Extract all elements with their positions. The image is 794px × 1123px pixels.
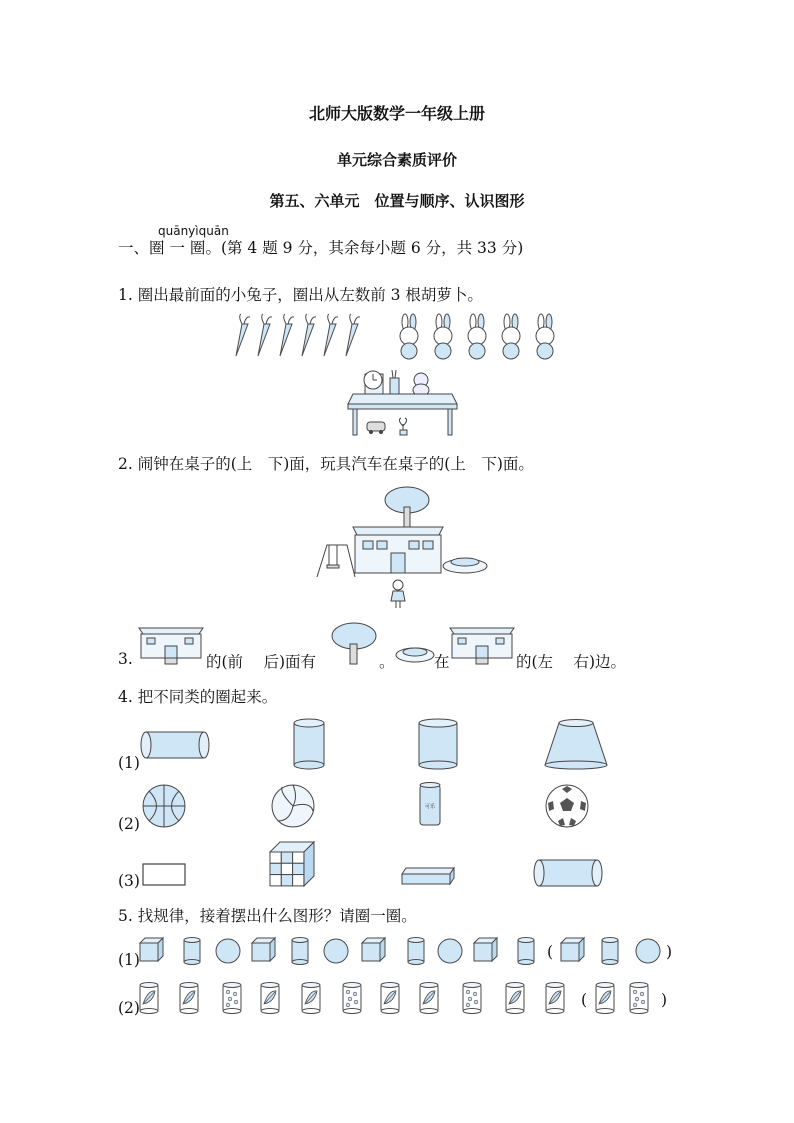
q4-row1-label: (1)	[118, 754, 140, 772]
cylinder-wide-icon	[417, 718, 459, 770]
circle-icon	[324, 939, 348, 963]
rabbit-icon	[400, 314, 418, 359]
carrot-icon	[302, 314, 316, 356]
carrot-icon	[324, 314, 338, 356]
rabbit-icon	[468, 314, 486, 359]
leaf-can-icon	[180, 983, 198, 1014]
circle-icon	[216, 939, 240, 963]
q5-row2-paren-open: (	[581, 991, 588, 1009]
doc-title: 北师大版数学一年级上册	[308, 104, 485, 123]
dotted-can-icon	[223, 983, 241, 1014]
leaf-can-icon	[302, 983, 320, 1014]
cylinder-icon	[602, 938, 618, 965]
dotted-can-icon	[630, 983, 648, 1014]
doc-subtitle: 单元综合素质评价	[336, 151, 457, 169]
section-char-1: 圈	[149, 239, 165, 257]
q5-row2-paren-close: )	[661, 991, 668, 1009]
soccer-ball-icon	[544, 783, 590, 829]
carrot-icon	[236, 314, 250, 356]
soda-can-icon	[418, 781, 442, 829]
leaf-can-icon	[506, 983, 524, 1014]
cube-icon	[252, 938, 275, 961]
rabbits-illustration	[395, 316, 565, 362]
q5-row2-label: (2)	[118, 999, 140, 1017]
carrot-icon	[346, 314, 360, 356]
rabbit-icon	[536, 314, 554, 359]
dotted-can-icon	[343, 983, 361, 1014]
section-score: 。(第 4 题 9 分，其余每小题 6 分，共 33 分)	[205, 239, 524, 257]
cuboid-flat-icon	[400, 866, 456, 886]
rabbit-icon	[502, 314, 520, 359]
q5-row1-choices	[558, 936, 668, 968]
cylinder-icon	[292, 938, 308, 965]
toy-car-icon	[367, 422, 385, 431]
question-3-part3: 在	[434, 653, 450, 671]
cylinder-lying-icon	[140, 728, 210, 762]
can-label: 可乐	[424, 804, 436, 810]
school-building-icon	[137, 622, 205, 666]
cube-icon	[362, 938, 385, 961]
question-3-part1: 的(前 后)面有	[206, 653, 317, 671]
cylinder-tall-icon	[292, 718, 326, 770]
carrot-icon	[258, 314, 272, 356]
volleyball-icon	[270, 783, 316, 829]
leaf-can-icon	[420, 983, 438, 1014]
carrots-illustration	[232, 316, 372, 358]
flowerbed-icon	[395, 644, 435, 664]
question-5: 5. 找规律，接着摆出什么图形？请圈一圈。	[118, 907, 417, 925]
pinyin: quānyìquān	[158, 224, 229, 238]
leaf-can-icon	[596, 983, 614, 1014]
q5-row1-label: (1)	[118, 951, 140, 969]
swing-icon	[317, 545, 355, 577]
question-1: 1. 圈出最前面的小兔子，圈出从左数前 3 根胡萝卜。	[118, 286, 483, 304]
section-char-2: 一	[169, 239, 185, 257]
q4-row2-label: (2)	[118, 815, 140, 833]
q5-row1-paren-close: )	[666, 943, 673, 961]
school-scene-illustration	[315, 485, 490, 610]
leaf-can-icon	[381, 983, 399, 1014]
desk-scene-illustration	[345, 366, 460, 438]
section-heading	[118, 236, 523, 258]
cylinder-icon	[408, 938, 424, 965]
question-4: 4. 把不同类的圈起来。	[118, 688, 278, 706]
q5-row2-choices	[592, 980, 662, 1016]
circle-icon	[438, 939, 462, 963]
unit-title: 第五、六单元 位置与顺序、认识图形	[269, 192, 525, 210]
q5-row2-pattern	[140, 980, 570, 1016]
school-building-icon	[448, 622, 516, 666]
question-3-number: 3.	[118, 650, 133, 668]
leaf-can-icon	[140, 983, 158, 1014]
q5-row1-paren-open: (	[547, 943, 554, 961]
question-3-part4: 的(左 右)边。	[516, 653, 627, 671]
cylinder-icon	[184, 938, 200, 965]
rabbit-icon	[434, 314, 452, 359]
basketball-icon	[141, 783, 187, 829]
cube-icon	[140, 938, 163, 961]
rubiks-cube-icon	[270, 842, 316, 888]
rectangle-icon	[142, 863, 186, 887]
cube-icon	[474, 938, 497, 961]
question-3-part2: 。	[379, 653, 395, 671]
cylinder-lying-icon	[533, 857, 603, 889]
carrot-icon	[280, 314, 294, 356]
cylinder-icon	[518, 938, 534, 965]
circle-icon	[636, 939, 660, 963]
frustum-icon	[543, 718, 609, 770]
q4-row3-label: (3)	[118, 872, 140, 890]
q5-row1-pattern	[140, 936, 540, 968]
section-number: 一、	[118, 239, 150, 257]
leaf-can-icon	[546, 983, 564, 1014]
dotted-can-icon	[463, 983, 481, 1014]
cube-icon	[561, 938, 584, 961]
question-2: 2. 闹钟在桌子的(上 下)面，玩具汽车在桌子的(上 下)面。	[118, 455, 534, 473]
section-char-3: 圈	[189, 239, 206, 257]
leaf-can-icon	[261, 983, 279, 1014]
tree-icon	[330, 622, 378, 666]
girl-icon	[393, 580, 403, 590]
